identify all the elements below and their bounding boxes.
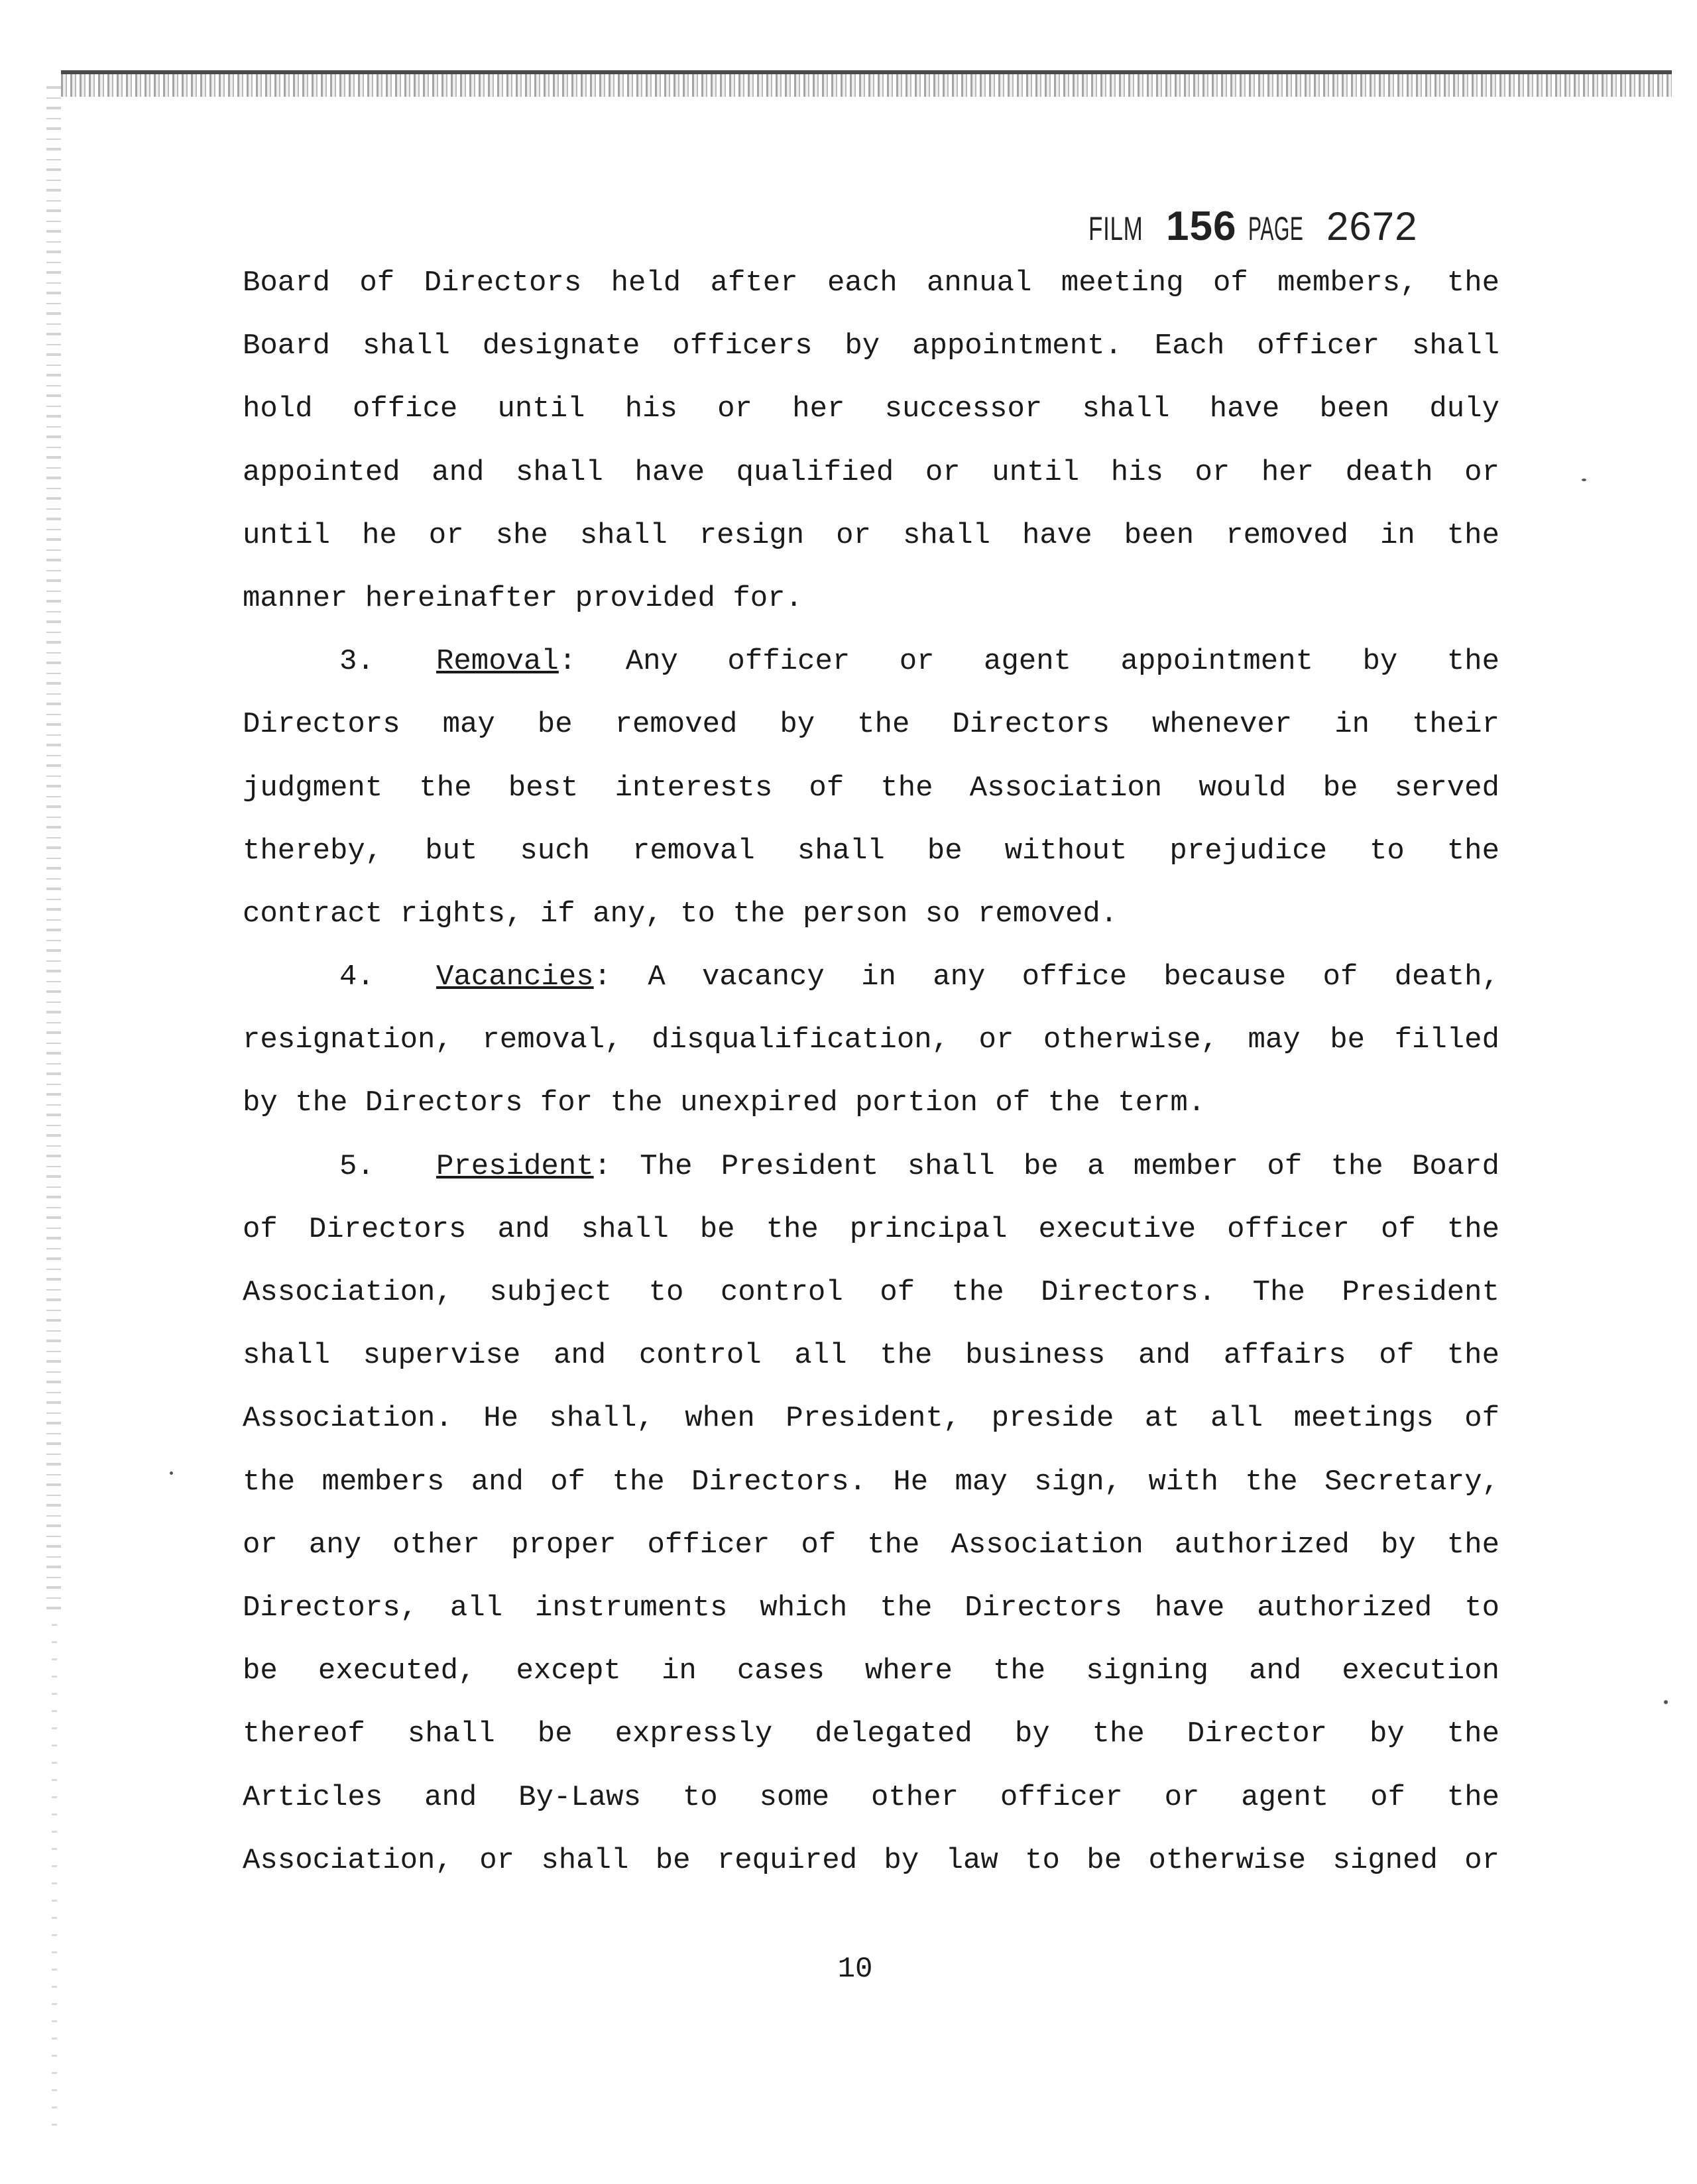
section-heading-vacancies: Vacancies (436, 960, 594, 994)
text-line: Articles and By-Laws to some other officer or agent of the (243, 1780, 1499, 1814)
text-line: appointed and shall have qualified or until his or her death or (243, 455, 1499, 489)
film-page-label: PAGE (1248, 210, 1304, 247)
section-heading-removal: Removal (436, 645, 559, 679)
text-line: Board of Directors held after each annual meeting of members, the (243, 266, 1499, 300)
text-line: or any other proper officer of the Association authorized by the (243, 1528, 1499, 1562)
text-line: Association, subject to control of the Directors. The President (243, 1276, 1499, 1309)
text-line: hold office until his or her successor shall have been duly (243, 392, 1499, 426)
text-line: by the Directors for the unexpired portion of the term. (243, 1086, 1206, 1120)
film-number: 156 (1166, 203, 1237, 249)
film-label: FILM (1088, 210, 1143, 247)
text-line: shall supervise and control all the business and affairs of the (243, 1339, 1499, 1373)
text-line: of Directors and shall be the principal executive officer of the (243, 1212, 1499, 1246)
section-number: 3. (339, 645, 375, 679)
section-3-lead-text: : Any officer or agent appointment by the (558, 645, 1499, 679)
text-line: Directors may be removed by the Directors whenever in their (243, 708, 1499, 742)
film-page-number: 2672 (1326, 204, 1418, 249)
text-line: resignation, removal, disqualification, or otherwise, may be filled (243, 1023, 1499, 1057)
section-3-first-line (243, 630, 1499, 693)
scan-edge-left (46, 86, 61, 1611)
scan-speck (1582, 479, 1586, 481)
section-4-first-line (243, 946, 1499, 1009)
section-5-lead-text: : The President shall be a member of the Board (593, 1149, 1499, 1183)
text-line: until he or she shall resign or shall have been removed in the (243, 518, 1499, 552)
text-line: thereof shall be expressly delegated by the Director by the (243, 1717, 1499, 1751)
text-line: Association. He shall, when President, preside at all meetings of (243, 1402, 1499, 1436)
section-number: 5. (339, 1149, 375, 1183)
document-body (243, 252, 1499, 1892)
scan-speck (170, 1471, 173, 1475)
text-line: Directors, all instruments which the Directors have authorized to (243, 1591, 1499, 1625)
text-line: contract rights, if any, to the person so removed. (243, 897, 1118, 931)
text-line: thereby, but such removal shall be without prejudice to the (243, 834, 1499, 868)
text-line: the members and of the Directors. He may sign, with the Secretary, (243, 1465, 1499, 1499)
section-5-first-line (243, 1135, 1499, 1198)
text-line: Board shall designate officers by appointment. Each officer shall (243, 329, 1499, 363)
film-page-stamp (1088, 203, 1417, 250)
section-4-lead-text: : A vacancy in any office because of death, (593, 960, 1499, 994)
text-line: manner hereinafter provided for. (243, 581, 803, 615)
section-heading-president: President (436, 1149, 594, 1183)
section-number: 4. (339, 960, 375, 994)
text-line: Association, or shall be required by law to be otherwise signed or (243, 1843, 1499, 1877)
scan-speck (1664, 1700, 1668, 1704)
scan-edge-left-lower (52, 1624, 57, 2141)
text-line: be executed, except in cases where the signing and execution (243, 1654, 1499, 1688)
text-line: judgment the best interests of the Association would be served (243, 771, 1499, 805)
scan-edge-top (61, 70, 1672, 97)
page-number: 10 (837, 1953, 873, 1986)
